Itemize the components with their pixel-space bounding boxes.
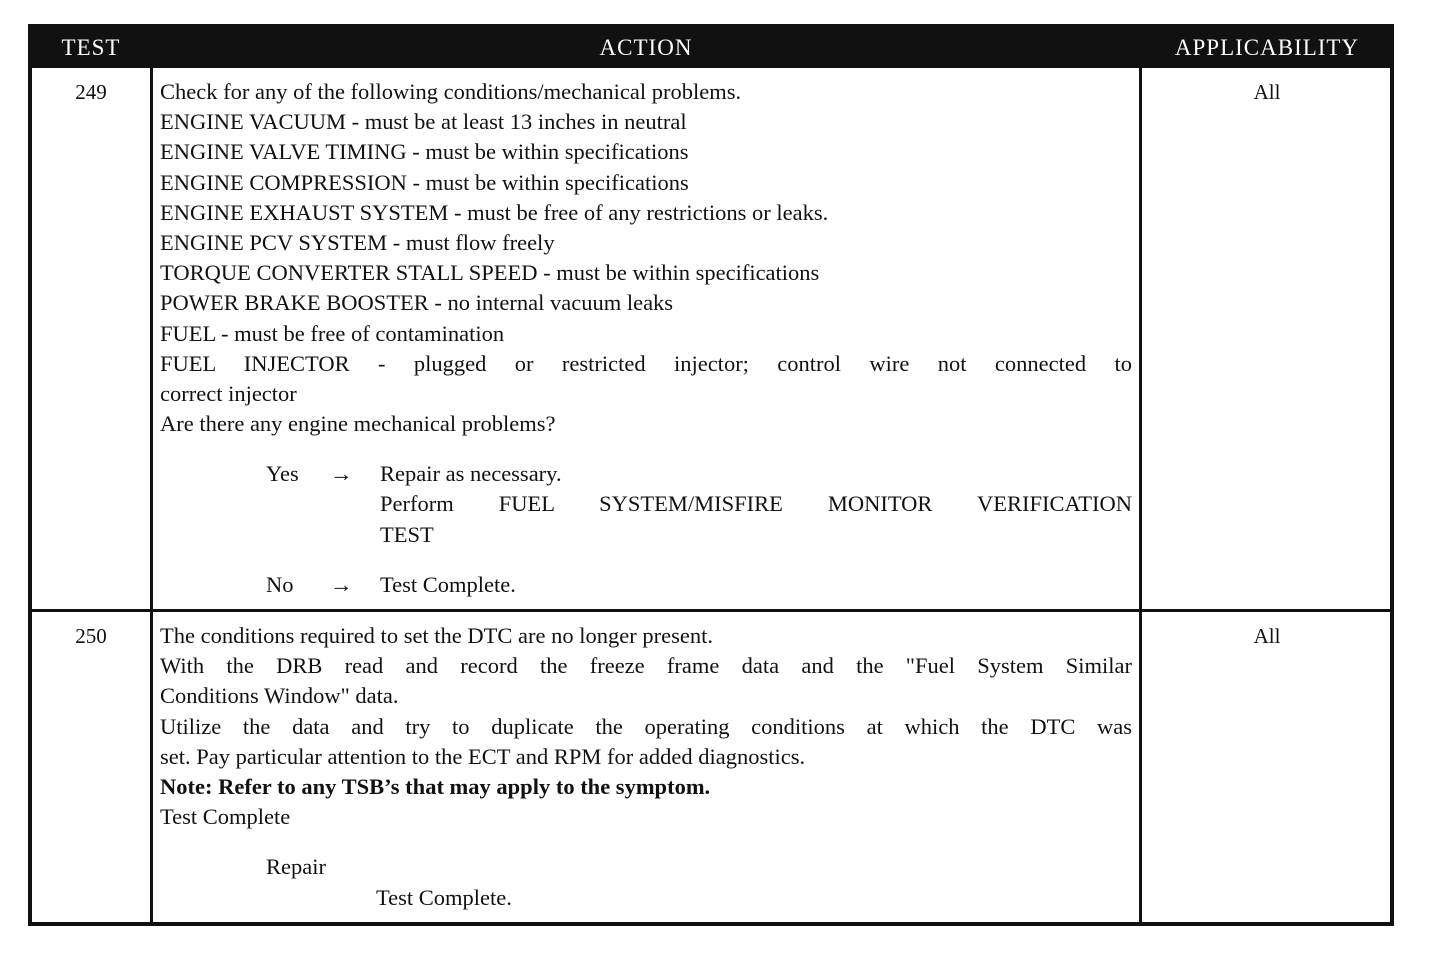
action-line: Test Complete [160, 804, 291, 830]
action-line: ENGINE VALVE TIMING - must be within specifications [160, 139, 689, 165]
repair-result: Test Complete. [376, 884, 512, 910]
note-line: Note: Refer to any TSB’s that may apply to the symptom. [160, 774, 711, 800]
action-line: Conditions Window" data. [160, 683, 399, 709]
action-line: FUEL - must be free of contamination [160, 320, 505, 346]
applicability-value: All [1253, 624, 1281, 648]
yes-result: TEST [380, 521, 434, 547]
diagnostic-table [28, 24, 1394, 926]
test-number: 249 [75, 80, 107, 104]
no-result: Test Complete. [380, 571, 516, 597]
action-line: The conditions required to set the DTC are no longer present. [160, 623, 713, 648]
action-line: ENGINE PCV SYSTEM - must flow freely [160, 230, 555, 256]
action-text-250 [160, 621, 1132, 913]
action-line: correct injector [160, 381, 297, 407]
action-line: ENGINE EXHAUST SYSTEM - must be free of any restrictions or leaks. [160, 199, 829, 225]
header-test: TEST [61, 35, 121, 60]
header-action: ACTION [599, 35, 693, 60]
action-line: Utilize the data and try to duplicate the operating conditions at which the DTC was [160, 713, 1132, 739]
action-line: TORQUE CONVERTER STALL SPEED - must be within specifications [160, 260, 820, 286]
action-line: ENGINE COMPRESSION - must be within specifications [160, 169, 689, 195]
action-line: ENGINE VACUUM - must be at least 13 inches in neutral [160, 109, 687, 135]
yes-label: Yes [266, 461, 299, 487]
no-branch [160, 570, 1132, 600]
no-label: No [266, 571, 294, 597]
action-line: With the DRB read and record the freeze frame data and the "Fuel System Similar [160, 653, 1132, 679]
arrow-icon: → [330, 461, 353, 487]
action-line: Are there any engine mechanical problems? [160, 411, 556, 437]
arrow-icon: → [330, 571, 353, 597]
action-line: Check for any of the following conditions/mechanical problems. [160, 79, 742, 104]
yes-result: Repair as necessary. [380, 461, 562, 487]
header-applicability: APPLICABILITY [1174, 35, 1360, 60]
table-header [32, 28, 1390, 68]
applicability-value: All [1253, 80, 1281, 104]
column-divider [1139, 68, 1142, 922]
column-divider [150, 68, 153, 922]
action-text-249 [160, 77, 1132, 600]
action-line: POWER BRAKE BOOSTER - no internal vacuum leaks [160, 290, 674, 316]
action-line: set. Pay particular attention to the ECT and RPM for added diagnostics. [160, 743, 806, 769]
action-line: FUEL INJECTOR - plugged or restricted injector; control wire not connected to [160, 350, 1132, 376]
test-number: 250 [75, 624, 107, 648]
yes-result: Perform FUEL SYSTEM/MISFIRE MONITOR VERIFICATION [380, 491, 1132, 517]
row-divider [32, 609, 1390, 612]
yes-branch [160, 459, 1132, 489]
repair-label: Repair [266, 854, 326, 880]
